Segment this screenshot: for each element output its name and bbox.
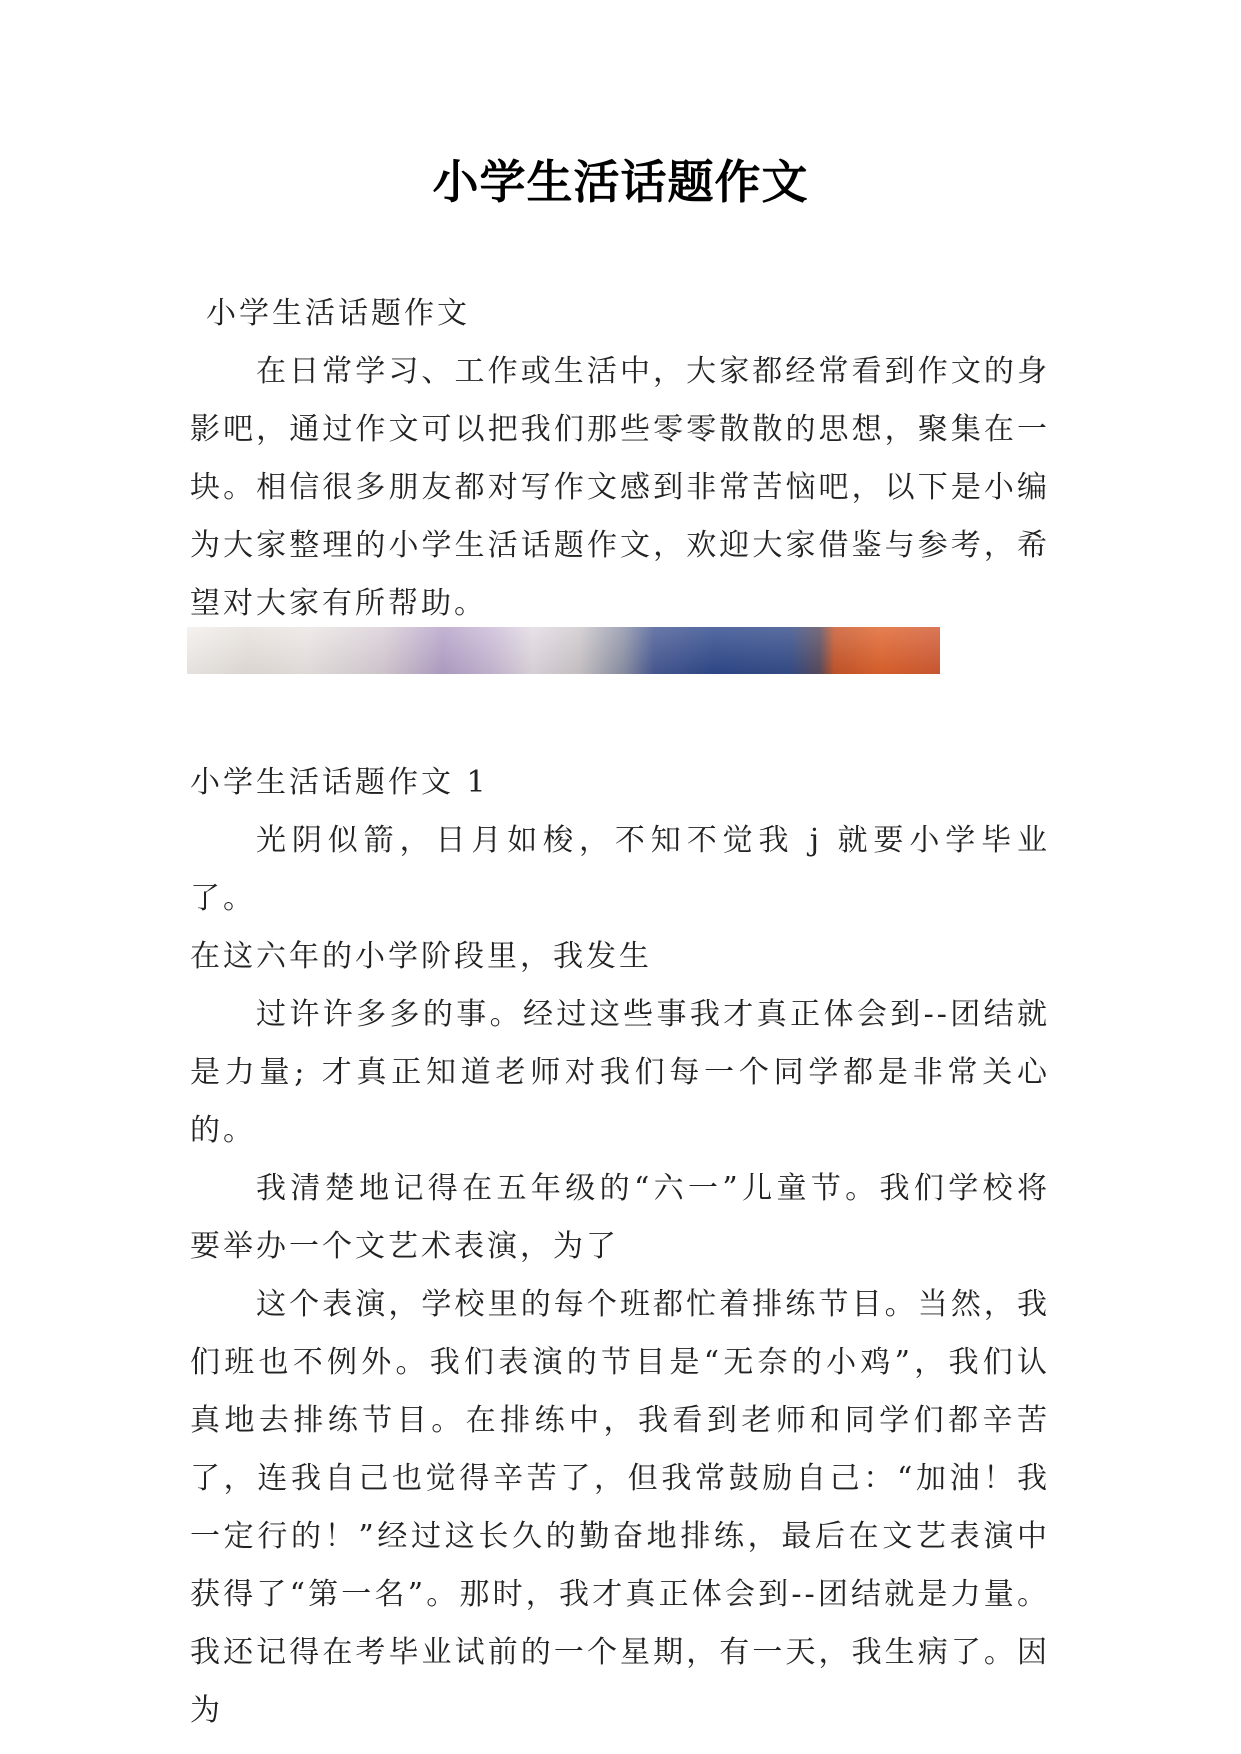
essay-heading: 小学生活话题作文 1 (190, 765, 489, 800)
intro-heading: 小学生活话题作文 (206, 296, 470, 331)
document-title: 小学生活话题作文 (432, 155, 809, 209)
essay-paragraph: 这个表演，学校里的每个班都忙着排练节目。当然，我们班也不例外。我们表演的节目是“无奈的小鸡”，我们认真地去排练节目。在排练中，我看到老师和同学们都辛苦了，连我自己也觉得辛苦了，但我常鼓励自己：“加油！我一定行的！”经过这长久的勤奋地排练，最后在文艺表演中获得了“第一名”。那时，我才真正体会到--团结就是力量。 我还记得在考毕业试前的一个星期，有一天，我生病了。因为 (190, 1287, 1050, 1728)
banner-shade (187, 627, 940, 674)
intro-section (190, 285, 1050, 633)
intro-paragraph: 在日常学习、工作或生活中，大家都经常看到作文的身影吧，通过作文可以把我们那些零零散散的思想，聚集在一块。相信很多朋友都对写作文感到非常苦恼吧，以下是小编为大家整理的小学生活话题作文，欢迎大家借鉴与参考，希望对大家有所帮助。 (190, 354, 1050, 621)
essay-paragraph: 在这六年的小学阶段里，我发生 (190, 939, 652, 974)
essay-section (190, 754, 1050, 1740)
decorative-banner-image (187, 627, 940, 674)
essay-paragraph: 光阴似箭，日月如梭，不知不觉我 j 就要小学毕业了。 (190, 823, 1050, 916)
essay-paragraph: 过许许多多的事。经过这些事我才真正体会到--团结就是力量; 才真正知道老师对我们每一个同学都是非常关心的。 (190, 997, 1050, 1148)
essay-paragraph: 我清楚地记得在五年级的“六一”儿童节。我们学校将要举办一个文艺术表演，为了 (190, 1171, 1050, 1264)
